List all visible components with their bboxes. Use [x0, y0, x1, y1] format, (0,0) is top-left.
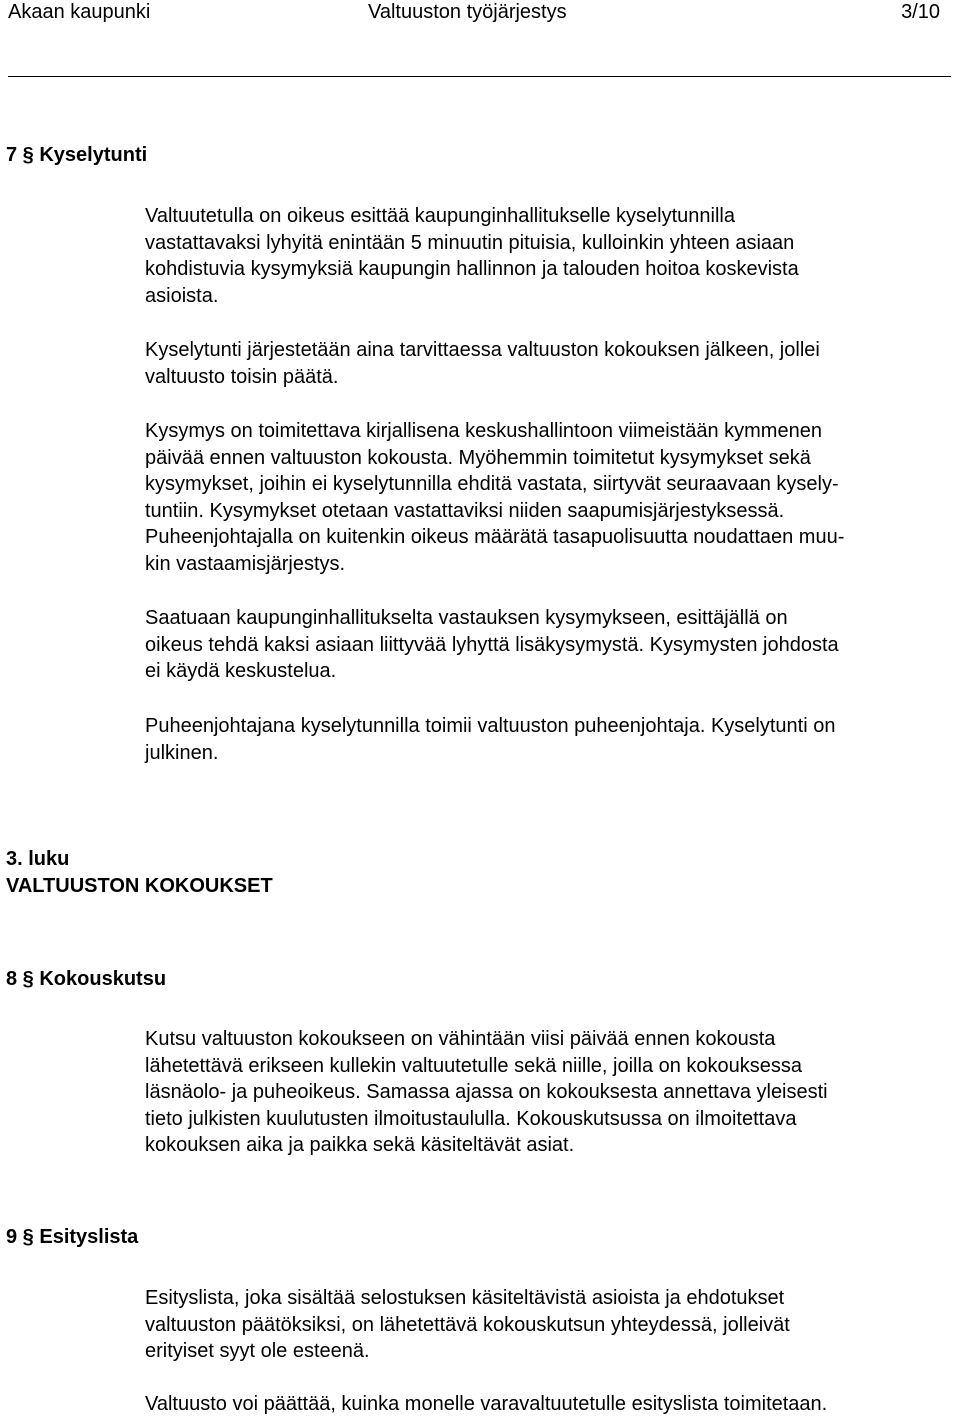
paragraph — [145, 1026, 945, 1159]
text-line: Puheenjohtajalla on kuitenkin oikeus määrätä tasapuolisuutta noudattaen muu- — [145, 526, 845, 548]
text-line: kysymykset, joihin ei kyselytunnilla ehditä vastata, siirtyvät seuraavaan kysely- — [145, 473, 839, 495]
header-divider — [8, 76, 951, 77]
header-organization: Akaan kaupunki — [8, 1, 151, 23]
header-page-number: 3/10 — [901, 1, 940, 23]
page-header — [0, 0, 960, 30]
section-heading-esityslista: 9 § Esityslista — [6, 1226, 139, 1248]
paragraph — [145, 337, 945, 390]
text-line: kin vastaamisjärjestys. — [145, 552, 346, 575]
paragraph — [145, 203, 945, 309]
paragraph — [145, 1391, 945, 1418]
text-line: Puheenjohtajana kyselytunnilla toimii valtuuston puheenjohtaja. Kyselytunti on — [145, 715, 836, 737]
text-line: asioista. — [145, 284, 219, 307]
paragraph — [145, 1285, 945, 1365]
text-line: kokouksen aika ja paikka sekä käsiteltävät asiat. — [145, 1134, 575, 1156]
chapter-number: 3. luku — [6, 848, 70, 870]
text-line: kohdistuvia kysymyksiä kaupungin hallinnon ja talouden hoitoa koskevista — [145, 258, 799, 280]
text-line: valtuuston päätöksiksi, on lähetettävä kokouskutsun yhteydessä, jolleivät — [145, 1313, 790, 1336]
text-line: erityiset syyt ole esteenä. — [145, 1340, 370, 1362]
chapter-title: VALTUUSTON KOKOUKSET — [6, 875, 273, 897]
text-line: Esityslista, joka sisältää selostuksen käsiteltävistä asioista ja ehdotukset — [145, 1287, 785, 1309]
paragraph — [145, 713, 945, 766]
text-line: ei käydä keskustelua. — [145, 660, 337, 682]
text-line: vastattavaksi lyhyitä enintään 5 minuutin pituisia, kulloinkin yhteen asiaan — [145, 231, 795, 254]
text-line: oikeus tehdä kaksi asiaan liittyvää lyhyttä lisäkysymystä. Kysymysten johdosta — [145, 633, 839, 656]
text-line: Kutsu valtuuston kokoukseen on vähintään viisi päivää ennen kokousta — [145, 1028, 776, 1050]
text-line: Saatuaan kaupunginhallitukselta vastauksen kysymykseen, esittäjällä on — [145, 607, 788, 629]
text-line: valtuusto toisin päätä. — [145, 365, 339, 388]
text-line: Valtuutetulla on oikeus esittää kaupunginhallitukselle kyselytunnilla — [145, 205, 735, 227]
text-line: tuntiin. Kysymykset otetaan vastattaviksi niiden saapumisjärjestyksessä. — [145, 499, 785, 522]
text-line: läsnäolo- ja puheoikeus. Samassa ajassa on kokouksesta annettava yleisesti — [145, 1081, 828, 1103]
paragraph — [145, 605, 945, 685]
text-line: julkinen. — [145, 741, 219, 764]
text-line: lähetettävä erikseen kullekin valtuutetulle sekä niille, joilla on kokouksessa — [145, 1054, 803, 1077]
text-line: päivää ennen valtuuston kokousta. Myöhemmin toimitetut kysymykset sekä — [145, 446, 811, 469]
section-heading-kokouskutsu: 8 § Kokouskutsu — [6, 968, 167, 990]
chapter-heading — [6, 846, 273, 900]
text-line: Kyselytunti järjestetään aina tarvittaessa valtuuston kokouksen jälkeen, jollei — [145, 339, 820, 361]
text-line: tieto julkisten kuulutusten ilmoitustaululla. Kokouskutsussa on ilmoitettava — [145, 1107, 797, 1130]
section-heading-kyselytunti: 7 § Kyselytunti — [6, 144, 148, 166]
text-line: Kysymys on toimitettava kirjallisena keskushallintoon viimeistään kymmenen — [145, 420, 822, 442]
text-line: Valtuusto voi päättää, kuinka monelle varavaltuutetulle esityslista toimitetaan. — [145, 1393, 828, 1415]
paragraph — [145, 418, 945, 577]
header-document-title: Valtuuston työjärjestys — [368, 1, 567, 23]
